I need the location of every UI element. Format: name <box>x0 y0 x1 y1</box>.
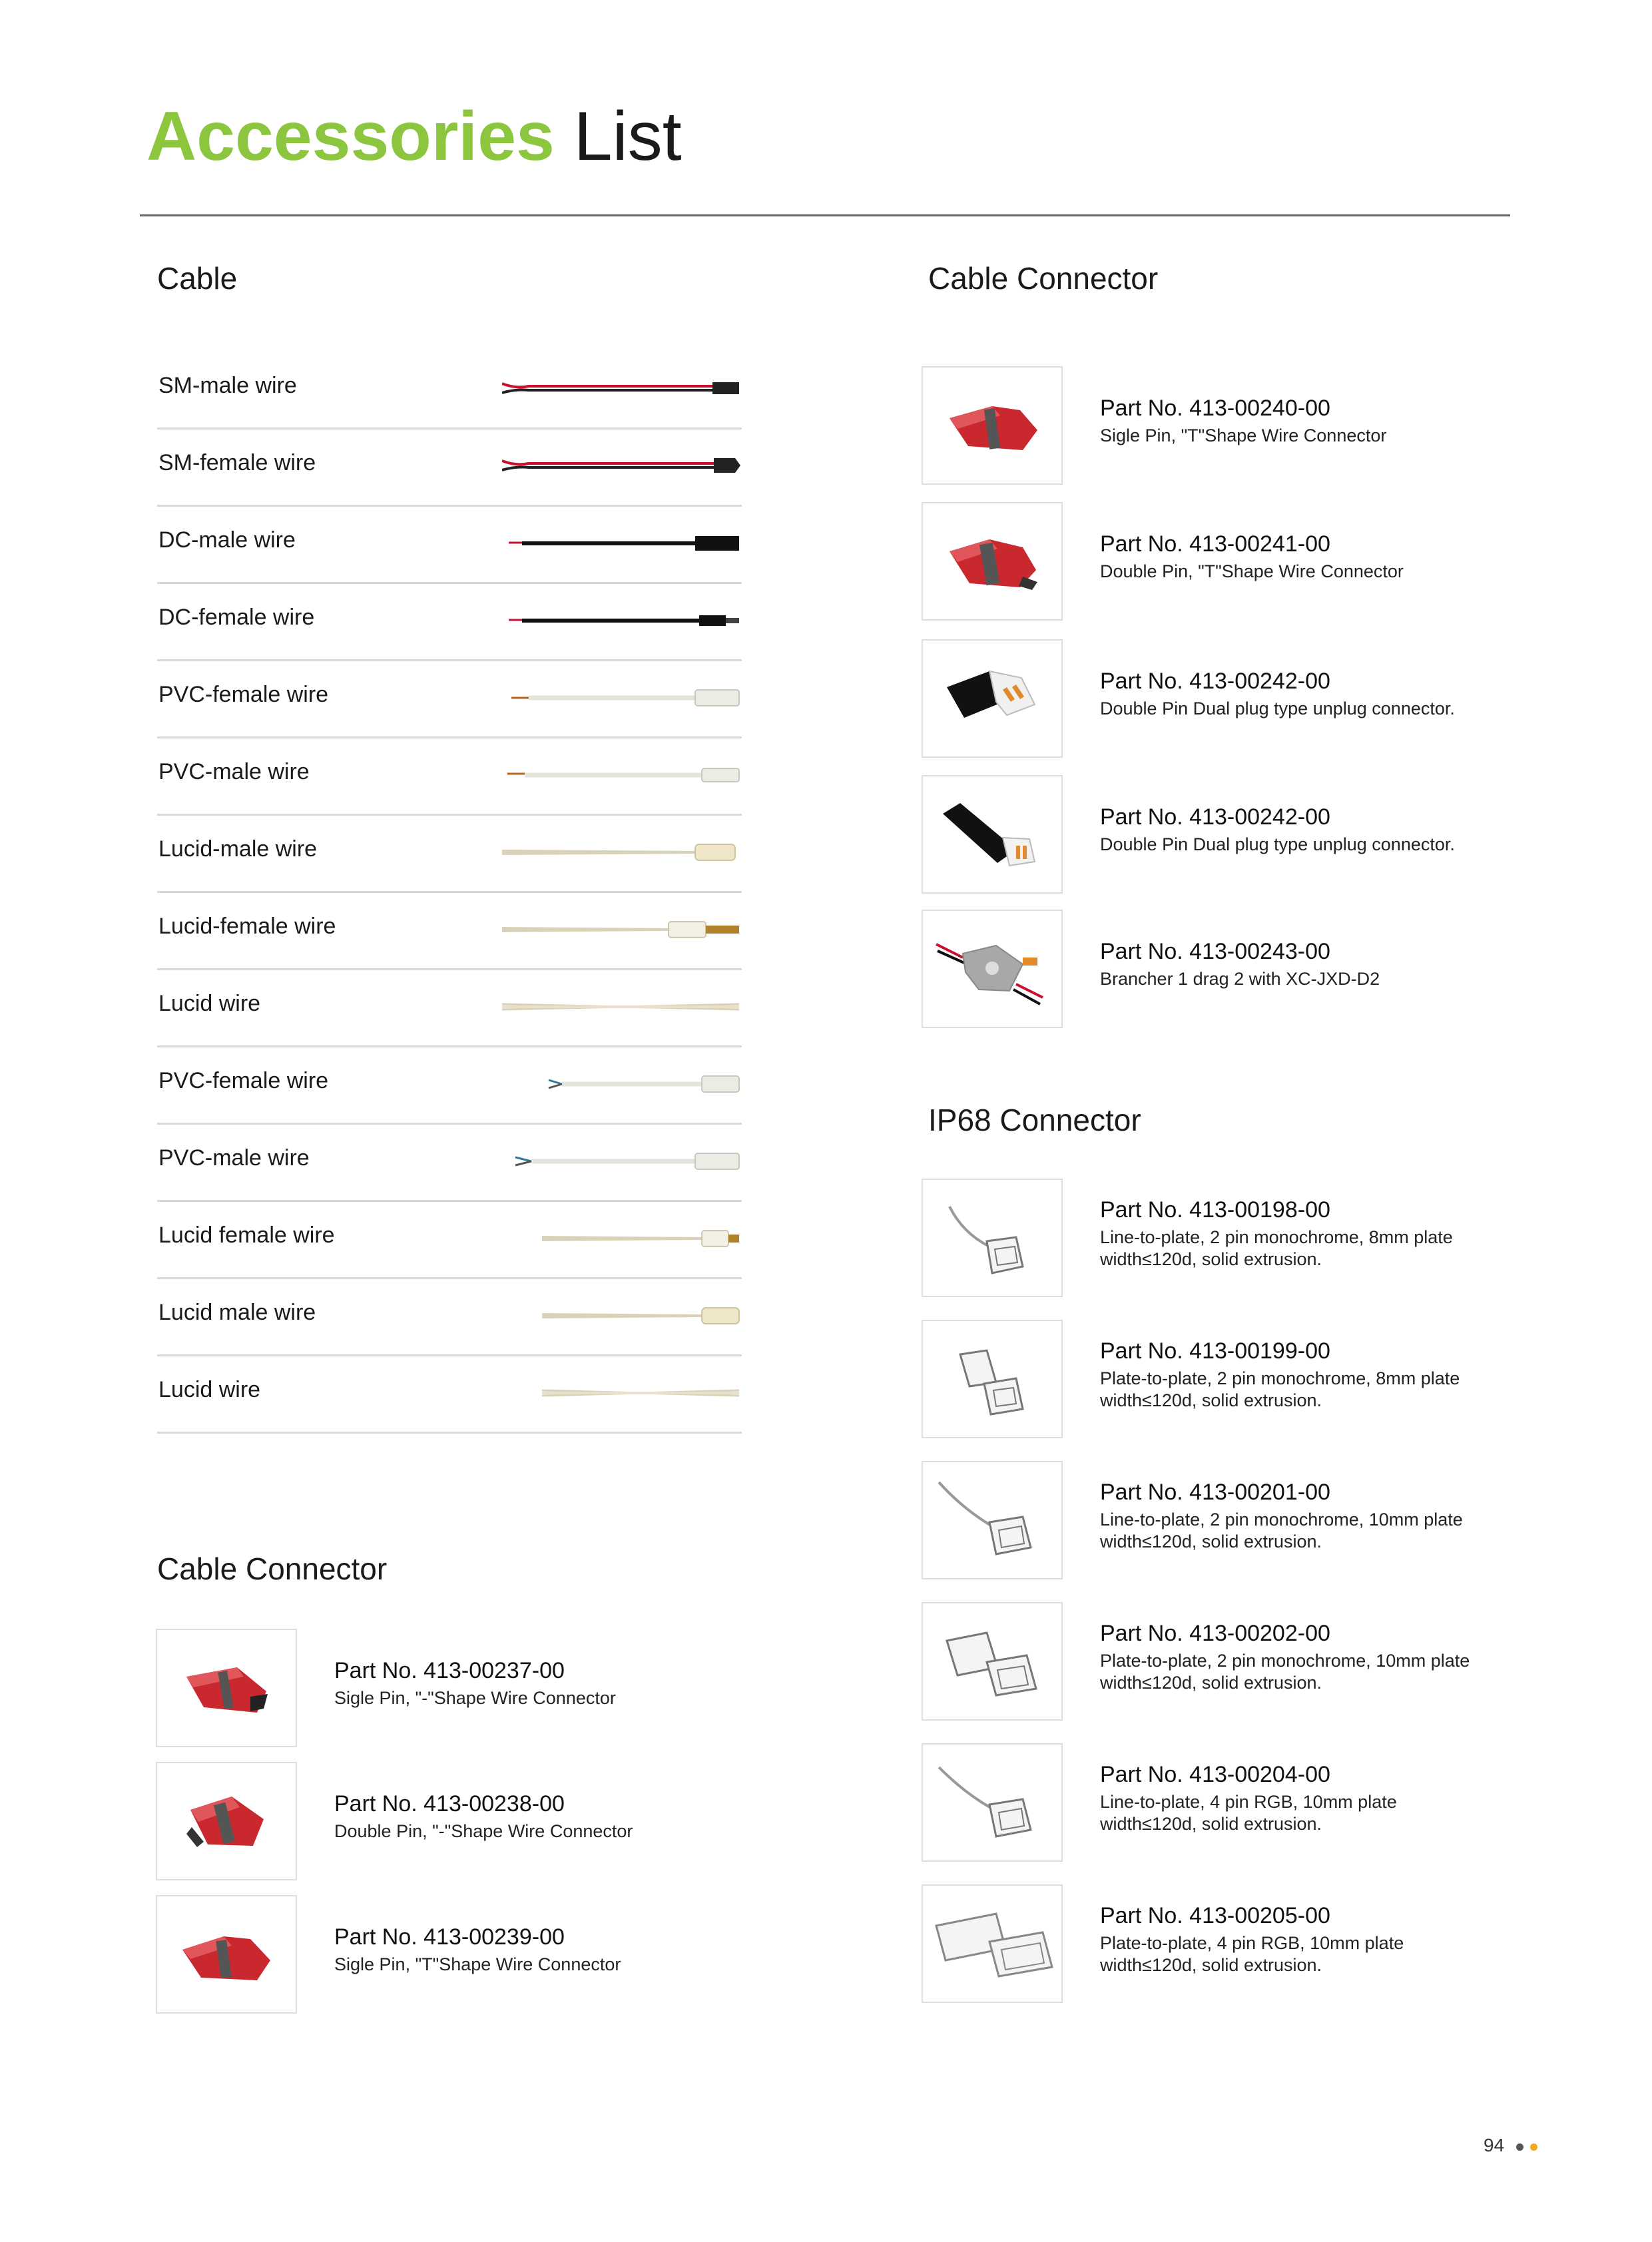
cable-connector-heading-left: Cable Connector <box>157 1551 388 1586</box>
part-description: Sigle Pin, "T"Shape Wire Connector <box>1100 425 1387 445</box>
cable-label: SM-female wire <box>158 450 316 475</box>
black-dc-male-wire-icon <box>502 530 742 557</box>
cable-label: Lucid wire <box>158 991 261 1016</box>
cable-row <box>157 350 742 429</box>
clear-lucid-male-wire-icon <box>502 839 742 866</box>
product-thumbnail <box>922 502 1063 621</box>
white-pvc-female-wire-icon <box>502 1071 742 1097</box>
part-description: Line-to-plate, 2 pin monochrome, 10mm plate width≤120d, solid extrusion. <box>1100 1510 1463 1551</box>
part-description: Plate-to-plate, 2 pin monochrome, 10mm plate width≤120d, solid extrusion. <box>1100 1651 1470 1693</box>
product-card <box>922 1602 1521 1719</box>
ip68-line-to-plate-icon <box>923 1745 1061 1860</box>
product-card <box>922 1884 1521 2002</box>
product-card <box>922 1179 1521 1296</box>
black-plug-connector-icon <box>923 641 1061 756</box>
clear-lucid-wire-icon <box>502 1380 742 1406</box>
product-thumbnail <box>156 1629 297 1747</box>
title-accent: Accessories <box>146 98 555 175</box>
red-connector-icon <box>157 1630 296 1746</box>
ip68-heading: IP68 Connector <box>928 1103 1141 1137</box>
cable-row <box>157 582 742 661</box>
cable-row <box>157 891 742 970</box>
cable-label: PVC-female wire <box>158 682 329 707</box>
cable-row <box>157 505 742 584</box>
product-thumbnail <box>922 910 1063 1028</box>
product-thumbnail <box>922 1179 1063 1297</box>
part-description: Double Pin, "-"Shape Wire Connector <box>334 1821 633 1841</box>
cable-label: PVC-male wire <box>158 759 310 784</box>
ip68-plate-to-plate-icon <box>923 1603 1061 1719</box>
black-dc-female-wire-icon <box>502 607 742 634</box>
red-connector-icon <box>923 503 1061 619</box>
title-rest: List <box>573 98 682 175</box>
product-card <box>922 366 1521 483</box>
part-description: Sigle Pin, "-"Shape Wire Connector <box>334 1688 616 1708</box>
cable-label: Lucid-male wire <box>158 836 318 862</box>
cable-row <box>157 659 742 738</box>
product-thumbnail <box>156 1762 297 1880</box>
cable-label: PVC-female wire <box>158 1068 329 1093</box>
cable-row <box>157 1200 742 1279</box>
cable-row <box>157 1354 742 1434</box>
part-number: Part No. 413-00202-00 <box>1100 1621 1330 1646</box>
red-black-wire-sm-female-icon <box>502 453 742 479</box>
product-thumbnail <box>922 1743 1063 1862</box>
part-number: Part No. 413-00237-00 <box>334 1658 565 1683</box>
page-dot-orange <box>1530 2143 1537 2151</box>
product-card <box>156 1895 755 2012</box>
product-thumbnail <box>922 639 1063 758</box>
part-description: Double Pin Dual plug type unplug connector. <box>1100 834 1455 854</box>
product-card <box>156 1762 755 1879</box>
clear-lucid-wire-icon <box>502 993 742 1020</box>
page-number: 94 <box>1484 2135 1505 2155</box>
product-card <box>922 639 1521 756</box>
red-connector-icon <box>157 1763 296 1879</box>
cable-row <box>157 736 742 816</box>
ip68-plate-to-plate-icon <box>923 1886 1061 2002</box>
cable-label: Lucid male wire <box>158 1300 316 1325</box>
cable-label: PVC-male wire <box>158 1145 310 1171</box>
page-dot-dark <box>1516 2143 1523 2151</box>
cable-row <box>157 968 742 1047</box>
white-pvc-female-wire-icon <box>502 685 742 711</box>
product-thumbnail <box>922 1884 1063 2003</box>
black-plug-connector-icon <box>923 776 1061 892</box>
cable-label: Lucid female wire <box>158 1223 335 1248</box>
part-description: Double Pin, "T"Shape Wire Connector <box>1100 561 1404 581</box>
product-thumbnail <box>922 775 1063 894</box>
grey-brancher-icon <box>923 911 1061 1027</box>
part-number: Part No. 413-00238-00 <box>334 1791 565 1817</box>
product-card <box>922 910 1521 1027</box>
product-thumbnail <box>922 1320 1063 1438</box>
part-description: Brancher 1 drag 2 with XC-JXD-D2 <box>1100 969 1380 989</box>
product-card <box>922 1320 1521 1437</box>
part-number: Part No. 413-00199-00 <box>1100 1338 1330 1364</box>
clear-lucid-male-wire-icon <box>502 1302 742 1329</box>
ip68-plate-to-plate-icon <box>923 1321 1061 1437</box>
cable-heading: Cable <box>157 261 238 296</box>
cable-row <box>157 1277 742 1356</box>
part-description: Plate-to-plate, 2 pin monochrome, 8mm plate width≤120d, solid extrusion. <box>1100 1368 1460 1410</box>
part-number: Part No. 413-00240-00 <box>1100 396 1330 421</box>
cable-connector-heading-right: Cable Connector <box>928 261 1159 296</box>
cable-label: Lucid wire <box>158 1377 261 1402</box>
red-black-wire-sm-male-icon <box>502 376 742 402</box>
clear-lucid-female-wire-icon <box>502 916 742 943</box>
white-pvc-male-wire-icon <box>502 1148 742 1175</box>
cable-label: DC-female wire <box>158 605 315 630</box>
part-number: Part No. 413-00205-00 <box>1100 1903 1330 1928</box>
page-title <box>146 93 682 180</box>
white-pvc-male-wire-icon <box>502 762 742 788</box>
product-card <box>922 1461 1521 1578</box>
cable-row <box>157 1123 742 1202</box>
product-card <box>156 1629 755 1746</box>
part-description: Plate-to-plate, 4 pin RGB, 10mm plate width≤120d, solid extrusion. <box>1100 1933 1404 1975</box>
part-number: Part No. 413-00241-00 <box>1100 531 1330 557</box>
cable-row <box>157 427 742 507</box>
product-thumbnail <box>922 1461 1063 1579</box>
red-connector-icon <box>157 1896 296 2012</box>
part-number: Part No. 413-00242-00 <box>1100 804 1330 830</box>
part-number: Part No. 413-00198-00 <box>1100 1197 1330 1223</box>
product-thumbnail <box>922 366 1063 485</box>
part-description: Line-to-plate, 4 pin RGB, 10mm plate width≤120d, solid extrusion. <box>1100 1792 1397 1834</box>
clear-lucid-female-wire-icon <box>502 1225 742 1252</box>
product-thumbnail <box>922 1602 1063 1721</box>
part-number: Part No. 413-00242-00 <box>1100 669 1330 694</box>
part-number: Part No. 413-00239-00 <box>334 1924 565 1950</box>
part-description: Sigle Pin, "T"Shape Wire Connector <box>334 1954 621 1974</box>
part-number: Part No. 413-00201-00 <box>1100 1480 1330 1505</box>
cable-label: Lucid-female wire <box>158 914 336 939</box>
cable-label: SM-male wire <box>158 373 297 398</box>
title-divider <box>140 214 1510 216</box>
ip68-line-to-plate-icon <box>923 1180 1061 1296</box>
red-connector-icon <box>923 368 1061 483</box>
ip68-line-to-plate-icon <box>923 1462 1061 1578</box>
part-number: Part No. 413-00204-00 <box>1100 1762 1330 1787</box>
product-card <box>922 1743 1521 1860</box>
product-thumbnail <box>156 1895 297 2014</box>
part-description: Double Pin Dual plug type unplug connector. <box>1100 699 1455 718</box>
cable-row <box>157 814 742 893</box>
product-card <box>922 502 1521 619</box>
product-card <box>922 775 1521 892</box>
cable-label: DC-male wire <box>158 527 296 553</box>
part-description: Line-to-plate, 2 pin monochrome, 8mm plate width≤120d, solid extrusion. <box>1100 1227 1453 1269</box>
cable-row <box>157 1045 742 1125</box>
part-number: Part No. 413-00243-00 <box>1100 939 1330 964</box>
